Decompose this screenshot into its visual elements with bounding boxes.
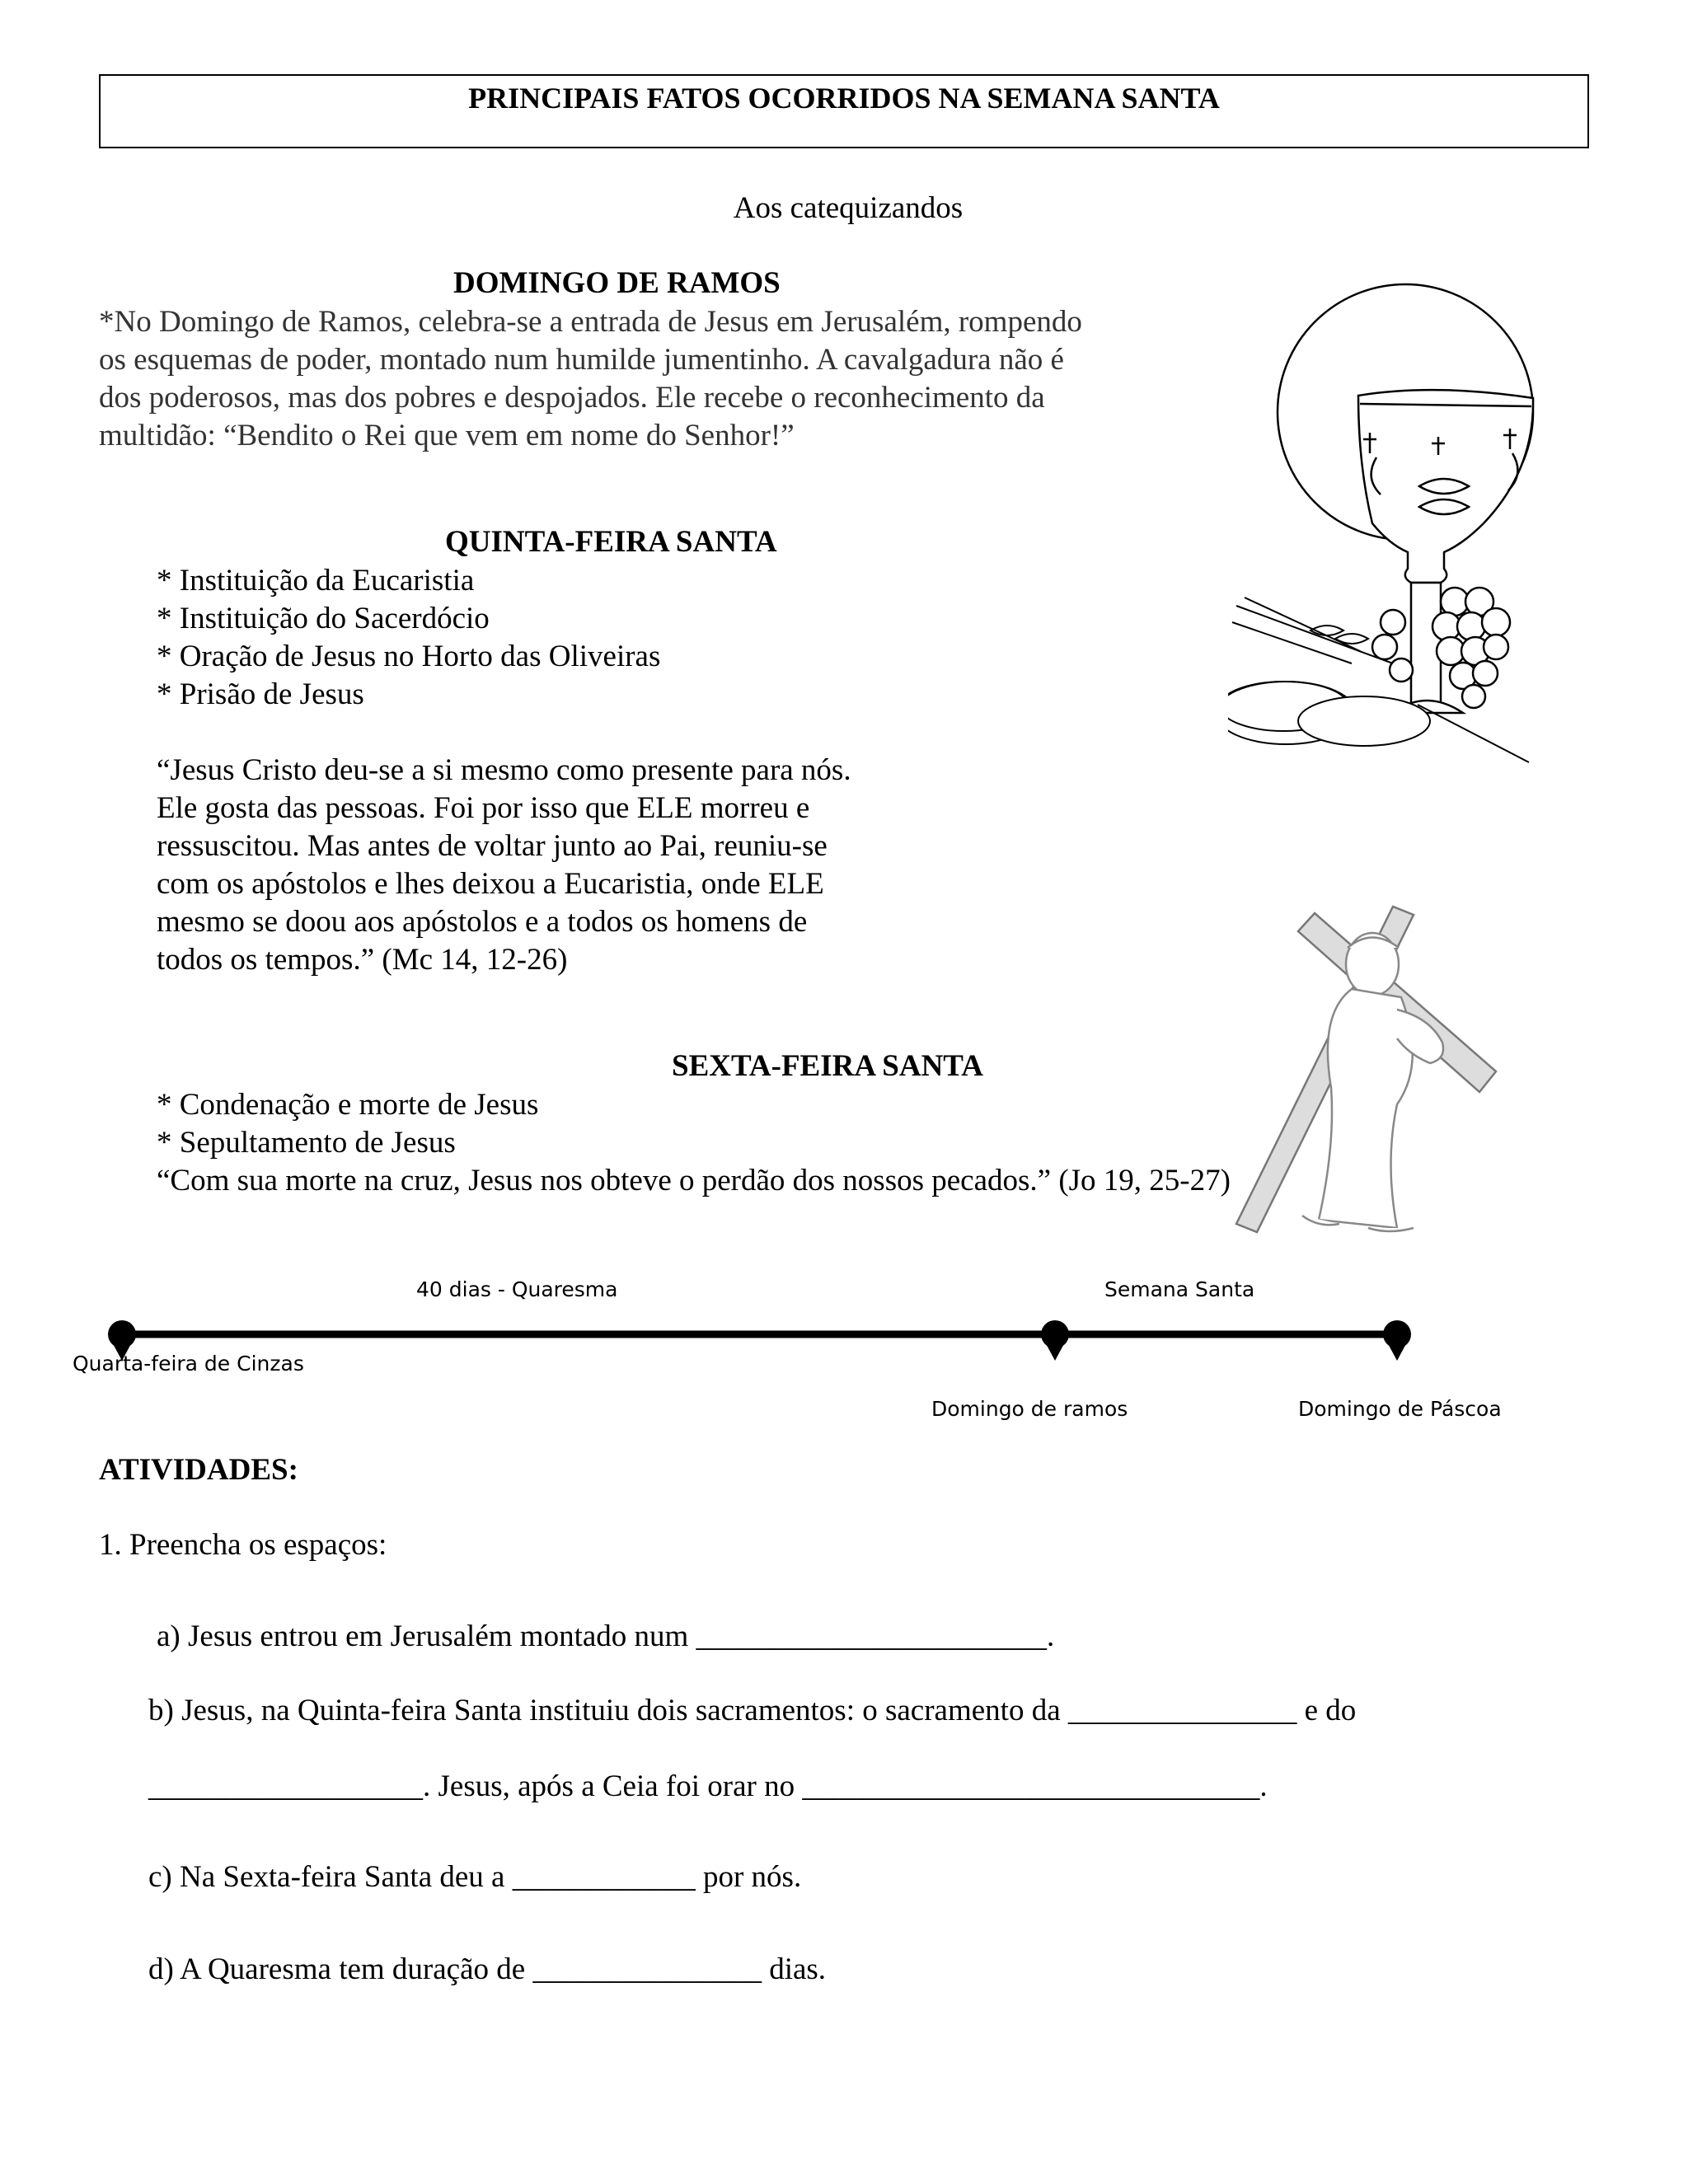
sexta-feira-quote: “Com sua morte na cruz, Jesus nos obteve o perdão dos nossos pecados.” (Jo 19, 25-27) [157, 1164, 1231, 1197]
jesus-cross-illustration [1220, 898, 1508, 1249]
quinta-feira-list [157, 562, 660, 714]
question-a: a) Jesus entrou em Jerusalém montado num _______________________. [157, 1619, 1055, 1653]
timeline-marker-pascoa [1383, 1320, 1411, 1361]
quinta-feira-quote [157, 752, 923, 979]
quinta-feira-heading: QUINTA-FEIRA SANTA [445, 525, 777, 559]
domingo-ramos-line: *No Domingo de Ramos, celebra-se a entrada de Jesus em Jerusalém, rompendo [99, 305, 1082, 339]
timeline-label-pascoa: Domingo de Páscoa [1298, 1397, 1502, 1421]
timeline-marker-ramos [1041, 1320, 1069, 1361]
list-item: * Instituição da Eucaristia [157, 564, 475, 598]
list-item: * Prisão de Jesus [157, 677, 364, 711]
list-item: * Instituição do Sacerdócio [157, 602, 490, 635]
sexta-feira-heading: SEXTA-FEIRA SANTA [672, 1049, 983, 1083]
chalice-illustration [1228, 276, 1574, 771]
list-item: * Sepultamento de Jesus [157, 1126, 456, 1160]
quote-line: mesmo se doou aos apóstolos e a todos os homens de [157, 905, 808, 939]
quote-line: todos os tempos.” (Mc 14, 12-26) [157, 943, 568, 977]
question-1: 1. Preencha os espaços: [99, 1528, 387, 1562]
domingo-ramos-line: dos poderosos, mas dos pobres e despojados. Ele recebe o reconhecimento da [99, 381, 1045, 415]
timeline-label-quaresma: 40 dias - Quaresma [416, 1277, 618, 1301]
page-title: PRINCIPAIS FATOS OCORRIDOS NA SEMANA SANTA [468, 82, 1220, 115]
list-item: * Oração de Jesus no Horto das Oliveiras [157, 640, 661, 673]
quote-line: com os apóstolos e lhes deixou a Eucaristia, onde ELE [157, 867, 824, 901]
title-box [99, 74, 1589, 148]
question-c: c) Na Sexta-feira Santa deu a ____________ por nós. [148, 1860, 802, 1894]
quote-line: ressuscitou. Mas antes de voltar junto ao Pai, reuniu-se [157, 829, 828, 863]
timeline-label-ramos: Domingo de ramos [931, 1397, 1128, 1421]
timeline-label-cinzas: Quarta-feira de Cinzas [73, 1352, 304, 1376]
quote-line: “Jesus Cristo deu-se a si mesmo como presente para nós. [157, 753, 851, 787]
domingo-ramos-text [99, 303, 1170, 455]
question-d: d) A Quaresma tem duração de _______________ dias. [148, 1952, 827, 1986]
domingo-ramos-heading: DOMINGO DE RAMOS [453, 266, 781, 300]
question-b-line-2: __________________. Jesus, após a Ceia foi orar no ______________________________. [148, 1769, 1268, 1803]
timeline-label-semana-santa: Semana Santa [1104, 1277, 1255, 1301]
domingo-ramos-line: os esquemas de poder, montado num humilde jumentinho. A cavalgadura não é [99, 343, 1064, 377]
domingo-ramos-line: multidão: “Bendito o Rei que vem em nome do Senhor!” [99, 419, 795, 452]
subtitle-text: Aos catequizandos [733, 191, 964, 225]
sexta-feira-list [157, 1086, 1231, 1200]
question-b-line-1: b) Jesus, na Quinta-feira Santa instituiu dois sacramentos: o sacramento da _______________ e do [148, 1694, 1357, 1727]
quote-line: Ele gosta das pessoas. Foi por isso que ELE morreu e [157, 791, 810, 825]
list-item: * Condenação e morte de Jesus [157, 1088, 539, 1122]
subtitle [0, 190, 1688, 227]
atividades-heading: ATIVIDADES: [99, 1453, 298, 1487]
